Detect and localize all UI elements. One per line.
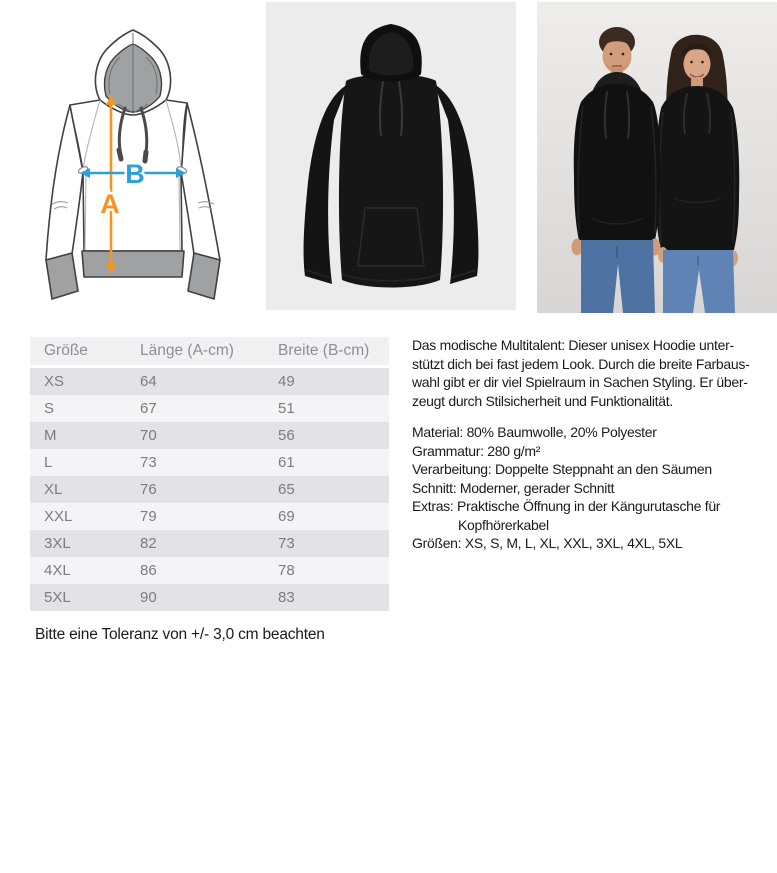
tolerance-note: Bitte eine Toleranz von +/- 3,0 cm beachten — [35, 626, 325, 643]
cell-size: 4XL — [30, 557, 126, 584]
cell-width: 65 — [264, 476, 389, 503]
measure-label-b: B — [125, 159, 145, 189]
spec-verarbeitung: Verarbeitung: Doppelte Steppnaht an den Säumen — [412, 461, 712, 477]
ribbed-hem-and-cuffs — [46, 251, 220, 299]
cell-length: 67 — [126, 395, 264, 422]
spec-extras: Extras: Praktische Öffnung in der Kängurutasche für — [412, 498, 721, 514]
cell-size: L — [30, 449, 126, 476]
cell-width: 73 — [264, 530, 389, 557]
spec-extras-continued: Kopfhörerkabel — [458, 516, 549, 533]
cell-size: S — [30, 395, 126, 422]
size-table-header-row — [30, 337, 389, 368]
table-row — [30, 530, 389, 557]
cell-width: 69 — [264, 503, 389, 530]
table-row — [30, 557, 389, 584]
cell-length: 86 — [126, 557, 264, 584]
size-diagram-image[interactable] — [22, 8, 234, 308]
cell-size: XL — [30, 476, 126, 503]
cell-width: 49 — [264, 368, 389, 395]
description-intro — [412, 336, 767, 410]
table-row — [30, 476, 389, 503]
table-row — [30, 584, 389, 611]
table-row — [30, 395, 389, 422]
table-row — [30, 503, 389, 530]
cell-width: 78 — [264, 557, 389, 584]
cell-size: XXL — [30, 503, 126, 530]
cell-width: 83 — [264, 584, 389, 611]
measure-label-a: A — [100, 189, 120, 219]
table-row — [30, 449, 389, 476]
description-line: wahl gibt er dir viel Spielraum in Sachen Styling. Er über- — [412, 374, 748, 390]
description-line: zeugt durch Stilsicherheit und Funktionalität. — [412, 392, 673, 409]
cell-length: 76 — [126, 476, 264, 503]
spec-material: Material: 80% Baumwolle, 20% Polyester — [412, 424, 657, 440]
size-table — [30, 337, 389, 611]
cell-width: 51 — [264, 395, 389, 422]
description-line: Das modische Multitalent: Dieser unisex Hoodie unter- — [412, 337, 734, 353]
cell-size: XS — [30, 368, 126, 395]
cell-length: 70 — [126, 422, 264, 449]
spec-groessen: Größen: XS, S, M, L, XL, XXL, 3XL, 4XL, 5XL — [412, 535, 683, 551]
cell-length: 82 — [126, 530, 264, 557]
description-line: stützt dich bei fast jedem Look. Durch die breite Farbaus- — [412, 355, 750, 372]
product-description — [412, 336, 767, 553]
cell-length: 73 — [126, 449, 264, 476]
table-row — [30, 368, 389, 395]
cell-length: 90 — [126, 584, 264, 611]
hoodie-measurement-diagram — [22, 8, 234, 308]
cell-size: 5XL — [30, 584, 126, 611]
column-header-width: Breite (B-cm) — [264, 337, 389, 368]
cell-length: 64 — [126, 368, 264, 395]
table-row — [30, 422, 389, 449]
description-specs — [412, 423, 767, 553]
cell-size: M — [30, 422, 126, 449]
models-photo-image[interactable] — [537, 2, 777, 313]
models-wearing-hoodie-photo — [537, 2, 777, 313]
spec-schnitt: Schnitt: Moderner, gerader Schnitt — [412, 479, 615, 496]
black-hoodie-photo — [266, 2, 516, 310]
spec-grammatur: Grammatur: 280 g/m² — [412, 442, 541, 459]
cell-size: 3XL — [30, 530, 126, 557]
cell-width: 61 — [264, 449, 389, 476]
column-header-size: Größe — [30, 337, 126, 368]
cell-width: 56 — [264, 422, 389, 449]
cell-length: 79 — [126, 503, 264, 530]
column-header-length: Länge (A-cm) — [126, 337, 264, 368]
product-photo-image[interactable] — [266, 2, 516, 310]
